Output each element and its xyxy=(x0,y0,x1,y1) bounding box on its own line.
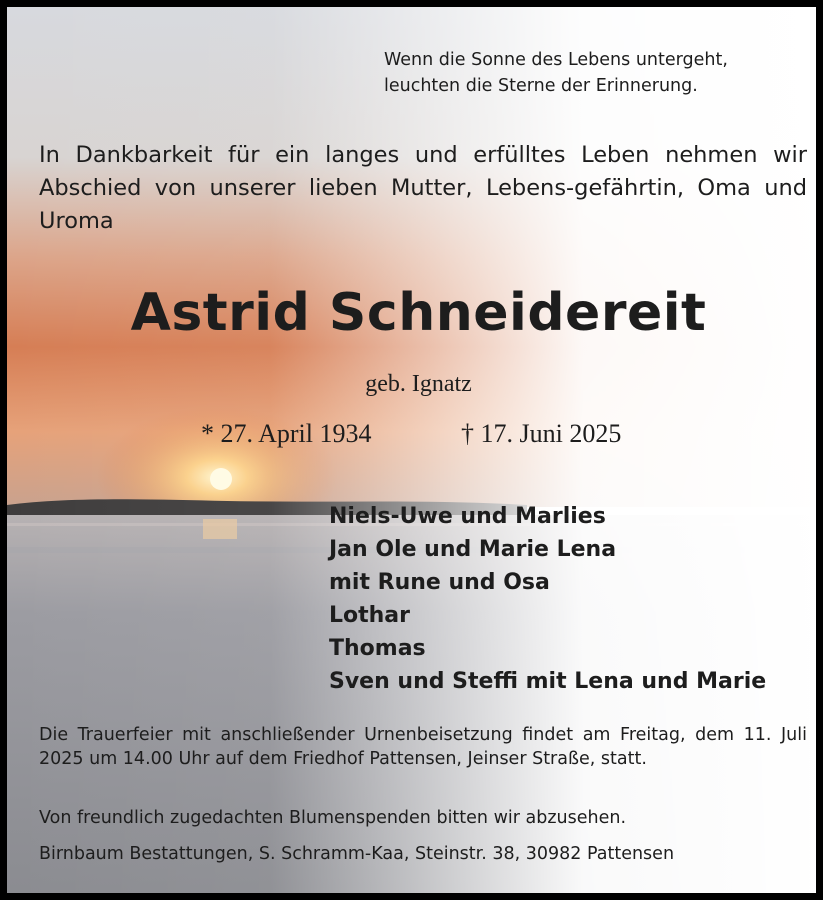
mourner-line: Thomas xyxy=(329,636,426,661)
intro-text: In Dankbarkeit für ein langes und erfülltes Leben nehmen wir Abschied von unserer lieben Mutter, Lebens-gefährtin, Oma und Uroma xyxy=(39,142,807,234)
deceased-name: Astrid Schneidereit xyxy=(130,283,707,343)
flowers-note: Von freundlich zugedachten Blumenspenden bitten wir abzusehen. xyxy=(39,808,627,828)
mourner-line: mit Rune und Osa xyxy=(329,570,550,595)
motto-line: Wenn die Sonne des Lebens untergeht, xyxy=(384,50,728,70)
mourners-list xyxy=(329,500,766,698)
mourner-line: Lothar xyxy=(329,603,411,628)
death-date: † 17. Juni 2025 xyxy=(461,419,622,448)
mourner-line: Jan Ole und Marie Lena xyxy=(329,537,617,562)
undertaker-info: Birnbaum Bestattungen, S. Schramm-Kaa, Steinstr. 38, 30982 Pattensen xyxy=(39,844,675,864)
maiden-name: geb. Ignatz xyxy=(365,371,472,397)
motto-line: leuchten die Sterne der Erinnerung. xyxy=(384,76,698,96)
ceremony-info: Die Trauerfeier mit anschließender Urnenbeisetzung findet am Freitag, dem 11. Juli 2025 um 14.00 Uhr auf dem Friedhof Pattensen, Jeinser Straße, statt. xyxy=(39,725,807,769)
birth-date: * 27. April 1934 xyxy=(201,419,372,448)
mourner-line: Sven und Steffi mit Lena und Marie xyxy=(329,669,767,694)
motto xyxy=(384,47,728,99)
mourner-line: Niels-Uwe und Marlies xyxy=(329,504,606,529)
